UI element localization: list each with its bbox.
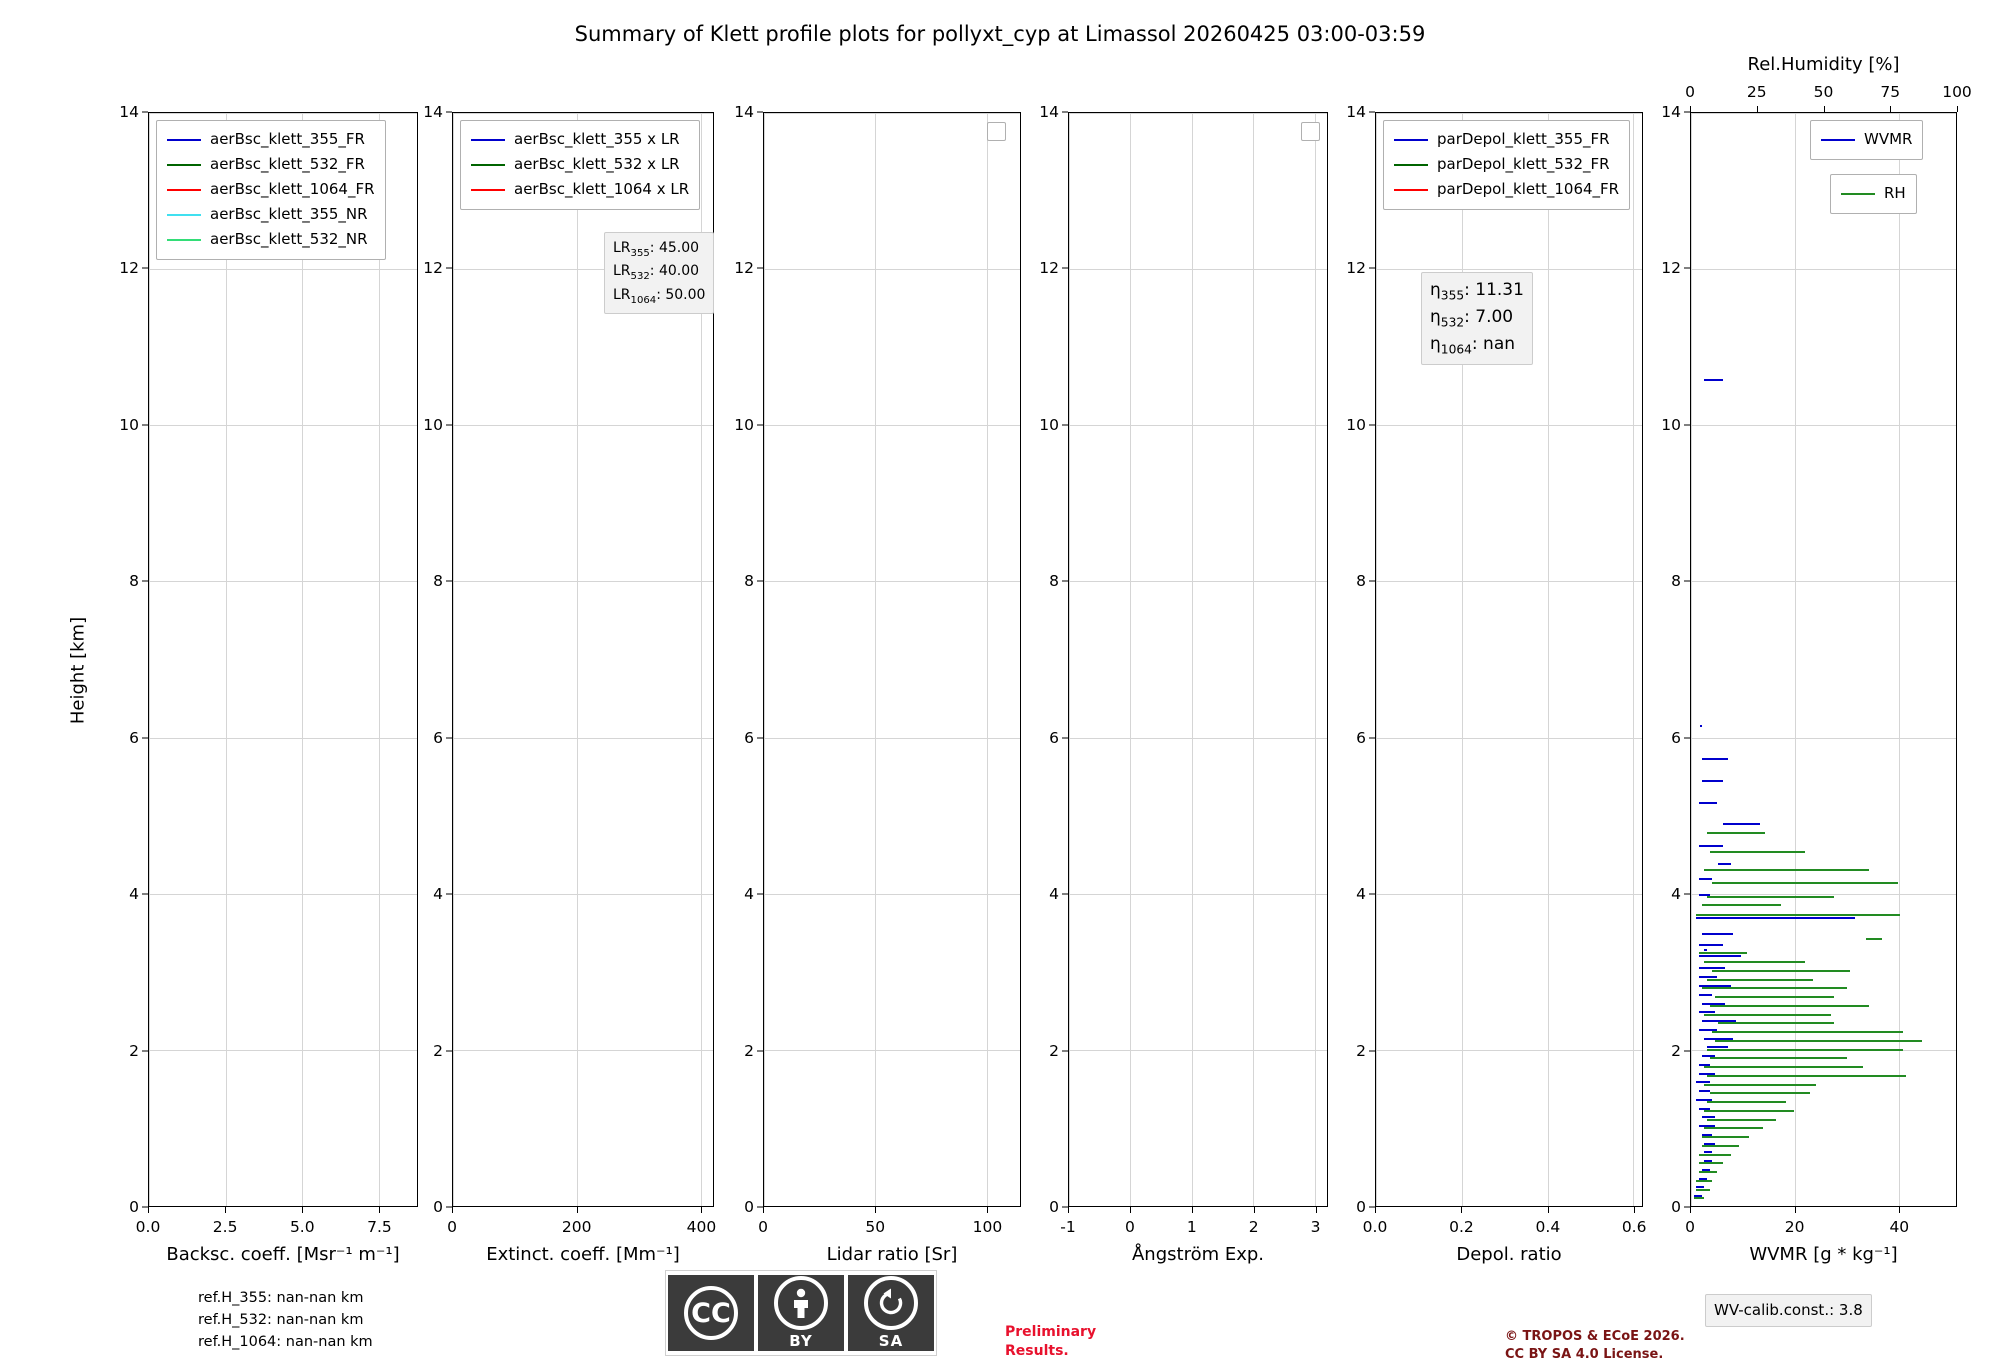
rh-segment bbox=[1710, 1057, 1848, 1059]
legend-label: aerBsc_klett_532 x LR bbox=[514, 155, 680, 173]
xtick-ae-1: 0 bbox=[1124, 1218, 1135, 1236]
wvmr-segment bbox=[1699, 994, 1712, 996]
xtick-wvmr-20: 20 bbox=[1784, 1218, 1805, 1236]
wvmr-segment bbox=[1704, 949, 1707, 951]
rh-segment bbox=[1710, 1005, 1869, 1007]
xtick-bsc-1: 2.5 bbox=[212, 1218, 238, 1236]
preliminary-results-note bbox=[1005, 1323, 1096, 1361]
annotation-eta-values bbox=[1421, 272, 1533, 365]
wvmr-segment bbox=[1702, 780, 1723, 782]
legend-swatch-1064 bbox=[471, 189, 505, 191]
legend-item[interactable] bbox=[167, 202, 375, 227]
wvmr-segment bbox=[1718, 863, 1731, 865]
rh-segment bbox=[1707, 1119, 1776, 1121]
legend-item[interactable] bbox=[1394, 177, 1619, 202]
legend-swatch-355 bbox=[471, 139, 505, 141]
reference-heights bbox=[198, 1288, 373, 1353]
rh-segment bbox=[1712, 1031, 1903, 1033]
wvmr-segment bbox=[1696, 917, 1855, 919]
xtick-bsc-2: 5.0 bbox=[289, 1218, 315, 1236]
legend-item[interactable] bbox=[1821, 127, 1912, 152]
legend-item[interactable] bbox=[1841, 181, 1906, 206]
ytick-8: 8 bbox=[744, 572, 754, 591]
legend-wvmr[interactable] bbox=[1810, 120, 1923, 160]
ytick-4: 4 bbox=[129, 885, 139, 904]
rh-segment bbox=[1707, 832, 1765, 834]
rh-segment bbox=[1696, 914, 1900, 916]
ytick-6: 6 bbox=[1049, 728, 1059, 747]
wvmr-segment bbox=[1699, 845, 1723, 847]
ytick-0: 0 bbox=[129, 1198, 139, 1216]
xtick-dr-3: 0.6 bbox=[1621, 1218, 1647, 1236]
wvmr-segment bbox=[1704, 379, 1723, 381]
xaxis-title-angstrom: Ångström Exp. bbox=[1131, 1244, 1265, 1265]
annot-eta532: $\eta_{532}$: 7.00 bbox=[1430, 307, 1514, 330]
legend-swatch-532fr bbox=[167, 164, 201, 166]
ytick-8: 8 bbox=[433, 572, 443, 591]
rh-segment bbox=[1704, 869, 1868, 871]
ytick-2: 2 bbox=[433, 1041, 443, 1060]
ytick-10: 10 bbox=[423, 415, 443, 434]
cc-sa-cell bbox=[848, 1275, 934, 1351]
plot-area-angstrom[interactable] bbox=[1068, 112, 1328, 1207]
xtick-ae-0: -1 bbox=[1060, 1218, 1076, 1236]
ytick-0: 0 bbox=[1356, 1198, 1366, 1216]
legend-label: aerBsc_klett_532_FR bbox=[210, 155, 365, 173]
rh-segment bbox=[1702, 1136, 1750, 1138]
ref-h-1064: ref.H_1064: nan-nan km bbox=[198, 1333, 373, 1350]
ytick-2: 2 bbox=[744, 1041, 754, 1060]
legend-label: aerBsc_klett_1064 x LR bbox=[514, 180, 690, 198]
annotation-lidar-ratios bbox=[604, 232, 714, 314]
cc-sa-label: SA bbox=[878, 1332, 904, 1350]
rh-segment bbox=[1702, 1145, 1739, 1147]
ytick-12: 12 bbox=[423, 259, 443, 278]
ytick-14: 14 bbox=[119, 103, 139, 121]
rh-segment bbox=[1699, 1171, 1718, 1173]
xtick-rh-0: 0 bbox=[1685, 83, 1695, 101]
legend-label: WVMR bbox=[1864, 130, 1913, 148]
ytick-12: 12 bbox=[1346, 259, 1366, 278]
legend-swatch-pardepol1064 bbox=[1394, 189, 1428, 191]
xaxis-title-extinction: Extinct. coeff. [Mm⁻¹] bbox=[486, 1244, 680, 1265]
ytick-6: 6 bbox=[744, 728, 754, 747]
rh-segment bbox=[1696, 1180, 1712, 1182]
rh-segment bbox=[1707, 1049, 1903, 1051]
legend-label: aerBsc_klett_532_NR bbox=[210, 230, 368, 248]
ytick-4: 4 bbox=[433, 885, 443, 904]
wv-calibration-constant: WV-calib.const.: 3.8 bbox=[1705, 1294, 1872, 1327]
rh-segment bbox=[1702, 904, 1782, 906]
ytick-4: 4 bbox=[1356, 885, 1366, 904]
xaxis-title-backscatter: Backsc. coeff. [Msr⁻¹ m⁻¹] bbox=[166, 1244, 400, 1265]
ytick-2: 2 bbox=[129, 1041, 139, 1060]
legend-item[interactable] bbox=[1394, 152, 1619, 177]
legend-swatch-532nr bbox=[167, 239, 201, 241]
ytick-12: 12 bbox=[1661, 259, 1681, 278]
rh-segment bbox=[1715, 1040, 1922, 1042]
xtick-bsc-0: 0.0 bbox=[135, 1218, 161, 1236]
rh-segment bbox=[1704, 1127, 1762, 1129]
cc-by-cell bbox=[758, 1275, 844, 1351]
wvmr-segment bbox=[1723, 823, 1760, 825]
legend-extinction[interactable] bbox=[460, 120, 700, 210]
ytick-10: 10 bbox=[1661, 415, 1681, 434]
legend-label: parDepol_klett_355_FR bbox=[1437, 130, 1610, 148]
ytick-14: 14 bbox=[1661, 103, 1681, 121]
cc-mark-cell bbox=[668, 1275, 754, 1351]
rh-segment bbox=[1866, 938, 1882, 940]
panel-angstrom bbox=[1039, 103, 1328, 1265]
ytick-6: 6 bbox=[1356, 728, 1366, 747]
ytick-0: 0 bbox=[744, 1198, 754, 1216]
rh-segment bbox=[1704, 1014, 1831, 1016]
legend-item[interactable] bbox=[471, 177, 689, 202]
page-title: Summary of Klett profile plots for pollyxt_cyp at Limassol 20260425 03:00-03:59 bbox=[574, 22, 1426, 46]
plot-area-lidar-ratio[interactable] bbox=[763, 112, 1021, 1207]
legend-swatch-1064fr bbox=[167, 189, 201, 191]
legend-swatch-355nr bbox=[167, 214, 201, 216]
legend-label: RH bbox=[1884, 184, 1906, 202]
annot-eta355: $\eta_{355}$: 11.31 bbox=[1430, 280, 1524, 303]
preliminary-line-1: Preliminary bbox=[1005, 1324, 1097, 1340]
wvmr-segment bbox=[1699, 967, 1726, 969]
legend-item[interactable] bbox=[1394, 127, 1619, 152]
legend-backscatter[interactable] bbox=[156, 120, 386, 260]
rh-segment bbox=[1718, 1022, 1835, 1024]
person-icon bbox=[774, 1276, 828, 1330]
ytick-14: 14 bbox=[734, 103, 754, 121]
ytick-4: 4 bbox=[1049, 885, 1059, 904]
annot-lr532: $LR_{532}$: 40.00 bbox=[613, 263, 700, 283]
legend-rh[interactable] bbox=[1830, 174, 1917, 214]
rh-segment bbox=[1704, 961, 1805, 963]
ytick-2: 2 bbox=[1671, 1041, 1681, 1060]
rh-segment bbox=[1707, 979, 1813, 981]
annot-lr355: $LR_{355}$: 45.00 bbox=[613, 240, 700, 259]
xtick-dr-0: 0.0 bbox=[1362, 1218, 1388, 1236]
xtick-ae-3: 2 bbox=[1248, 1218, 1259, 1236]
ytick-2: 2 bbox=[1356, 1041, 1366, 1060]
xtick-lr-0: 0 bbox=[758, 1218, 768, 1236]
xtick-ae-4: 3 bbox=[1310, 1218, 1321, 1236]
panel-backscatter bbox=[119, 103, 418, 1265]
rh-segment bbox=[1704, 1084, 1815, 1086]
ytick-0: 0 bbox=[1049, 1198, 1059, 1216]
legend-label: parDepol_klett_532_FR bbox=[1437, 155, 1610, 173]
ytick-12: 12 bbox=[119, 259, 139, 278]
legend-label: aerBsc_klett_355_FR bbox=[210, 130, 365, 148]
legend-item[interactable] bbox=[471, 127, 689, 152]
y-axis-title: Height [km] bbox=[67, 616, 89, 725]
xtick-wvmr-40: 40 bbox=[1889, 1218, 1910, 1236]
xtick-dr-1: 0.2 bbox=[1449, 1218, 1474, 1236]
xaxis-title-lidar-ratio: Lidar ratio [Sr] bbox=[826, 1244, 958, 1265]
xtick-ext-1: 200 bbox=[561, 1218, 592, 1236]
ytick-8: 8 bbox=[1671, 572, 1681, 591]
xtick-rh-25: 25 bbox=[1746, 83, 1767, 101]
wvmr-segment bbox=[1702, 933, 1734, 935]
legend-swatch-pardepol532 bbox=[1394, 164, 1428, 166]
wvmr-segment bbox=[1700, 725, 1702, 727]
ytick-10: 10 bbox=[1039, 415, 1059, 434]
ytick-8: 8 bbox=[1049, 572, 1059, 591]
xaxis-title-wvmr: WVMR [g * kg⁻¹] bbox=[1749, 1244, 1898, 1265]
legend-swatch-wvmr bbox=[1821, 139, 1855, 141]
xtick-bsc-3: 7.5 bbox=[367, 1218, 392, 1236]
rh-segment bbox=[1712, 970, 1850, 972]
legend-placeholder-lidar-ratio[interactable] bbox=[987, 122, 1006, 141]
ytick-2: 2 bbox=[1049, 1041, 1059, 1060]
legend-swatch-532 bbox=[471, 164, 505, 166]
ytick-10: 10 bbox=[734, 415, 754, 434]
plot-area-backscatter[interactable] bbox=[148, 112, 418, 1207]
wvmr-segment bbox=[1699, 955, 1741, 957]
rh-segment bbox=[1712, 882, 1898, 884]
legend-item[interactable] bbox=[167, 227, 375, 252]
wvmr-segment bbox=[1699, 802, 1718, 804]
legend-label: parDepol_klett_1064_FR bbox=[1437, 180, 1620, 198]
rh-segment bbox=[1707, 896, 1834, 898]
rh-segment bbox=[1699, 1154, 1731, 1156]
ytick-8: 8 bbox=[129, 572, 139, 591]
legend-label: aerBsc_klett_355 x LR bbox=[514, 130, 680, 148]
xtick-rh-100: 100 bbox=[1942, 83, 1972, 101]
cc-by-label: BY bbox=[789, 1332, 813, 1350]
rh-segment bbox=[1707, 1101, 1787, 1103]
legend-label: aerBsc_klett_355_NR bbox=[210, 205, 368, 223]
rh-segment bbox=[1715, 996, 1834, 998]
share-alike-icon bbox=[864, 1276, 918, 1330]
xtick-lr-1: 50 bbox=[865, 1218, 886, 1236]
wvmr-segment bbox=[1699, 878, 1712, 880]
copyright-line-2: CC BY SA 4.0 License. bbox=[1505, 1347, 1664, 1363]
rh-segment bbox=[1704, 1066, 1863, 1068]
panel-wvmr bbox=[1661, 54, 1972, 1265]
ref-h-532: ref.H_532: nan-nan km bbox=[198, 1311, 364, 1328]
xtick-ae-2: 1 bbox=[1186, 1218, 1197, 1236]
ytick-12: 12 bbox=[1039, 259, 1059, 278]
legend-swatch-rh bbox=[1841, 193, 1875, 195]
copyright-notice bbox=[1505, 1328, 1685, 1364]
ytick-4: 4 bbox=[1671, 885, 1681, 904]
ytick-14: 14 bbox=[1039, 103, 1059, 121]
xtick-rh-75: 75 bbox=[1880, 83, 1901, 101]
legend-swatch-pardepol355 bbox=[1394, 139, 1428, 141]
legend-item[interactable] bbox=[167, 177, 375, 202]
annot-lr1064: $LR_{1064}$: 50.00 bbox=[613, 286, 706, 306]
ytick-14: 14 bbox=[423, 103, 443, 121]
ref-h-355: ref.H_355: nan-nan km bbox=[198, 1290, 364, 1306]
xtick-ext-0: 0 bbox=[447, 1218, 457, 1236]
copyright-line-1: © TROPOS & ECoE 2026. bbox=[1505, 1329, 1685, 1344]
ytick-0: 0 bbox=[1671, 1198, 1681, 1216]
ytick-6: 6 bbox=[1671, 728, 1681, 747]
legend-item[interactable] bbox=[471, 152, 689, 177]
ytick-12: 12 bbox=[734, 259, 754, 278]
panel-lidar-ratio bbox=[734, 103, 1021, 1265]
ytick-8: 8 bbox=[1356, 572, 1366, 591]
cc-license-badge[interactable] bbox=[665, 1270, 937, 1356]
cc-logo-icon: CC bbox=[684, 1286, 738, 1340]
panel-depol-ratio bbox=[1346, 103, 1647, 1265]
rh-segment bbox=[1702, 987, 1848, 989]
xtick-rh-50: 50 bbox=[1813, 83, 1834, 101]
rh-segment bbox=[1694, 1197, 1705, 1199]
legend-item[interactable] bbox=[167, 127, 375, 152]
wvmr-segment bbox=[1699, 1090, 1710, 1092]
rh-segment bbox=[1704, 1110, 1794, 1112]
rh-segment bbox=[1699, 1162, 1723, 1164]
plot-area-wvmr[interactable] bbox=[1690, 112, 1957, 1207]
ytick-6: 6 bbox=[129, 728, 139, 747]
xtick-wvmr-0: 0 bbox=[1685, 1218, 1695, 1236]
ytick-14: 14 bbox=[1346, 103, 1366, 121]
xaxis-title-rel-humidity: Rel.Humidity [%] bbox=[1747, 54, 1900, 75]
xtick-ext-2: 400 bbox=[686, 1218, 717, 1236]
legend-placeholder-angstrom[interactable] bbox=[1301, 122, 1320, 141]
rh-segment bbox=[1696, 1189, 1709, 1191]
legend-swatch-355fr bbox=[167, 139, 201, 141]
ytick-4: 4 bbox=[744, 885, 754, 904]
panel-extinction bbox=[423, 103, 717, 1265]
xtick-lr-2: 100 bbox=[972, 1218, 1003, 1236]
ytick-10: 10 bbox=[1346, 415, 1366, 434]
wvmr-segment bbox=[1699, 944, 1723, 946]
wvmr-segment bbox=[1702, 758, 1729, 760]
preliminary-line-2: Results. bbox=[1005, 1342, 1069, 1359]
xtick-dr-2: 0.4 bbox=[1535, 1218, 1561, 1236]
rh-segment bbox=[1710, 851, 1805, 853]
xaxis-title-depol-ratio: Depol. ratio bbox=[1456, 1244, 1562, 1265]
ytick-10: 10 bbox=[119, 415, 139, 434]
ytick-0: 0 bbox=[433, 1198, 443, 1216]
ytick-6: 6 bbox=[433, 728, 443, 747]
rh-segment bbox=[1707, 1075, 1906, 1077]
annot-eta1064: $\eta_{1064}$: nan bbox=[1430, 334, 1516, 357]
rh-segment bbox=[1710, 1092, 1811, 1094]
legend-label: aerBsc_klett_1064_FR bbox=[210, 180, 375, 198]
legend-item[interactable] bbox=[167, 152, 375, 177]
rh-segment bbox=[1699, 952, 1747, 954]
legend-depol-ratio[interactable] bbox=[1383, 120, 1630, 210]
